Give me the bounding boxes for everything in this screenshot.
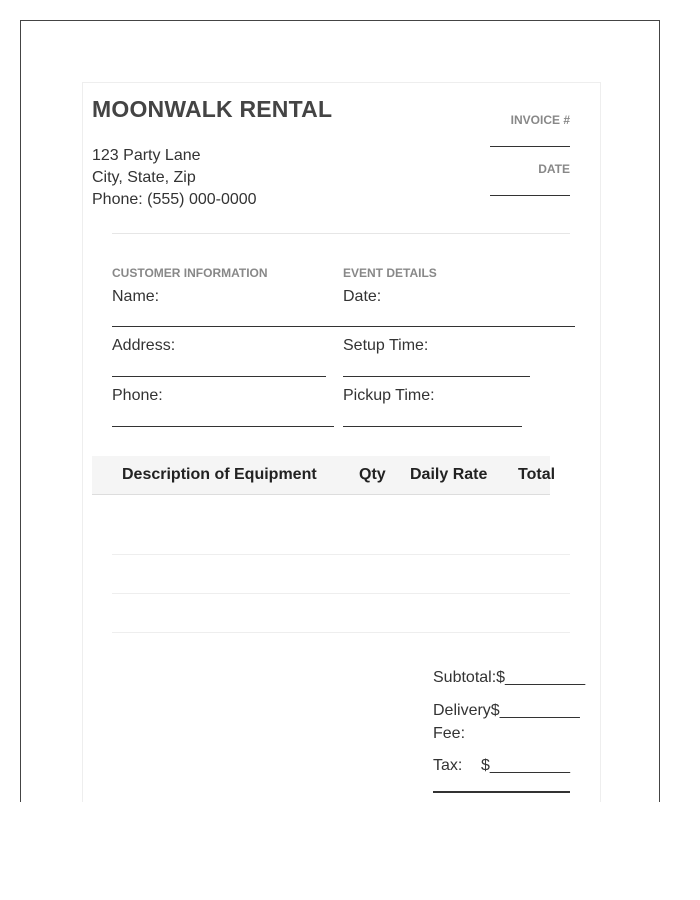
table-header-description: Description of Equipment bbox=[122, 466, 317, 483]
total-separator-line bbox=[433, 791, 570, 793]
invoice-number-label: INVOICE # bbox=[510, 113, 570, 127]
event-section-label: EVENT DETAILS bbox=[343, 266, 437, 280]
customer-phone-field[interactable] bbox=[112, 426, 334, 427]
table-header-qty: Qty bbox=[359, 466, 386, 483]
invoice-number-field[interactable] bbox=[490, 146, 570, 147]
customer-address-field[interactable] bbox=[112, 376, 326, 377]
company-phone: Phone: (555) 000-0000 bbox=[92, 191, 257, 208]
tax-label: Tax: bbox=[433, 757, 463, 774]
table-row[interactable] bbox=[112, 593, 570, 594]
date-label: DATE bbox=[538, 162, 570, 176]
header-divider bbox=[112, 233, 570, 234]
company-name: MOONWALK RENTAL bbox=[92, 96, 333, 122]
tax-field[interactable]: $_________ bbox=[481, 757, 570, 774]
table-header-total: Total bbox=[518, 466, 556, 483]
customer-phone-label: Phone: bbox=[112, 387, 163, 404]
company-address-line2: City, State, Zip bbox=[92, 169, 196, 186]
table-row[interactable] bbox=[112, 632, 570, 633]
subtotal-field[interactable]: Subtotal:$_________ bbox=[433, 669, 586, 686]
date-field[interactable] bbox=[490, 195, 570, 196]
event-pickup-label: Pickup Time: bbox=[343, 387, 435, 404]
name-date-line[interactable] bbox=[112, 326, 575, 327]
table-header-daily-rate: Daily Rate bbox=[410, 466, 488, 483]
invoice-sheet bbox=[82, 82, 601, 802]
event-setup-label: Setup Time: bbox=[343, 337, 429, 354]
customer-name-label: Name: bbox=[112, 288, 160, 305]
delivery-fee-field[interactable]: Delivery$_________ bbox=[433, 702, 580, 719]
delivery-fee-label-line2: Fee: bbox=[433, 725, 466, 742]
customer-section-label: CUSTOMER INFORMATION bbox=[112, 266, 268, 280]
event-pickup-field[interactable] bbox=[343, 426, 522, 427]
company-address-line1: 123 Party Lane bbox=[92, 147, 201, 164]
event-setup-field[interactable] bbox=[343, 376, 530, 377]
table-row[interactable] bbox=[112, 554, 570, 555]
event-date-label: Date: bbox=[343, 288, 382, 305]
customer-address-label: Address: bbox=[112, 337, 176, 354]
